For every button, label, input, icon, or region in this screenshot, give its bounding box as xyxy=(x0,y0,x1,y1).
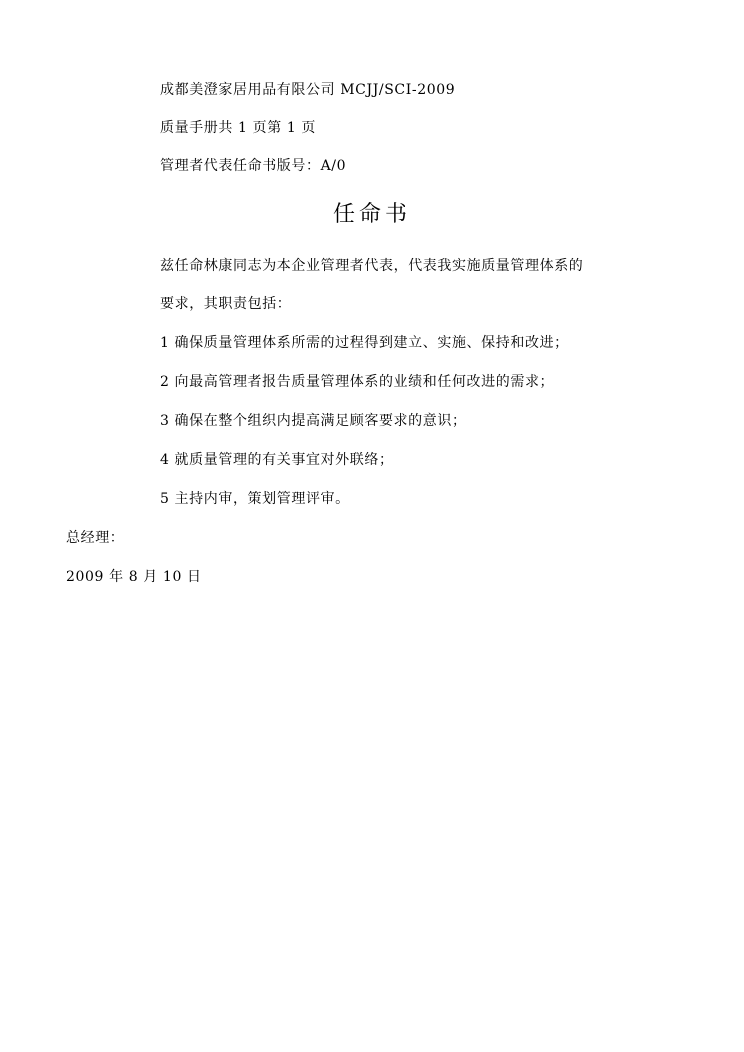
manual-page-line: 质量手册共 1 页第 1 页 xyxy=(160,120,317,136)
signer-label: 总经理： xyxy=(66,530,125,546)
duty-item: 4 就质量管理的有关事宜对外联络； xyxy=(160,452,394,468)
duty-item: 3 确保在整个组织内提高满足顾客要求的意识； xyxy=(160,413,467,429)
intro-paragraph-line-2: 要求，其职责包括： xyxy=(160,296,292,312)
document-title: 任命书 xyxy=(332,202,411,227)
signature-date: 2009 年 8 月 10 日 xyxy=(66,569,202,585)
duty-item: 1 确保质量管理体系所需的过程得到建立、实施、保持和改进； xyxy=(160,335,569,351)
version-line: 管理者代表任命书版号：A/0 xyxy=(160,158,347,174)
intro-paragraph-line-1: 兹任命林康同志为本企业管理者代表，代表我实施质量管理体系的 xyxy=(160,258,584,274)
company-header-line: 成都美澄家居用品有限公司 MCJJ/SCI-2009 xyxy=(160,82,456,98)
duty-item: 5 主持内审，策划管理评审。 xyxy=(160,491,350,507)
duty-item: 2 向最高管理者报告质量管理体系的业绩和任何改进的需求； xyxy=(160,374,555,390)
